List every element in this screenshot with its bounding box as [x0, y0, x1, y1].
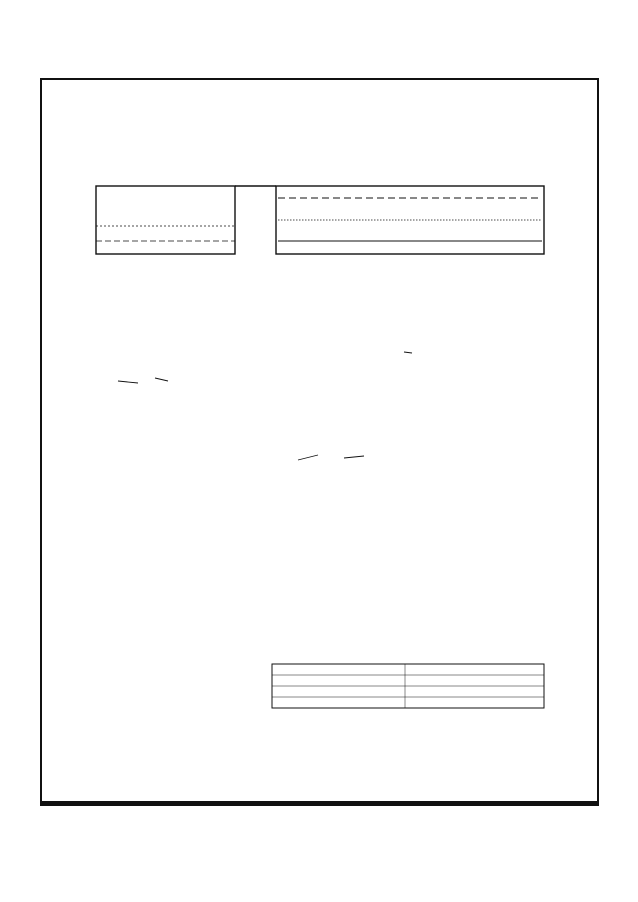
rild-label-arrow — [298, 455, 318, 460]
rilm-label-arrow — [344, 456, 364, 458]
left-header-box — [96, 186, 235, 254]
sp-label-arrow — [118, 381, 138, 383]
right-track-header — [235, 186, 544, 254]
left-track-header — [96, 186, 235, 254]
log-info-table — [272, 664, 544, 708]
curve-annotations — [118, 352, 412, 460]
rsfl-label-arrow — [404, 352, 412, 353]
rxo-rt-label-arrow — [155, 378, 168, 381]
